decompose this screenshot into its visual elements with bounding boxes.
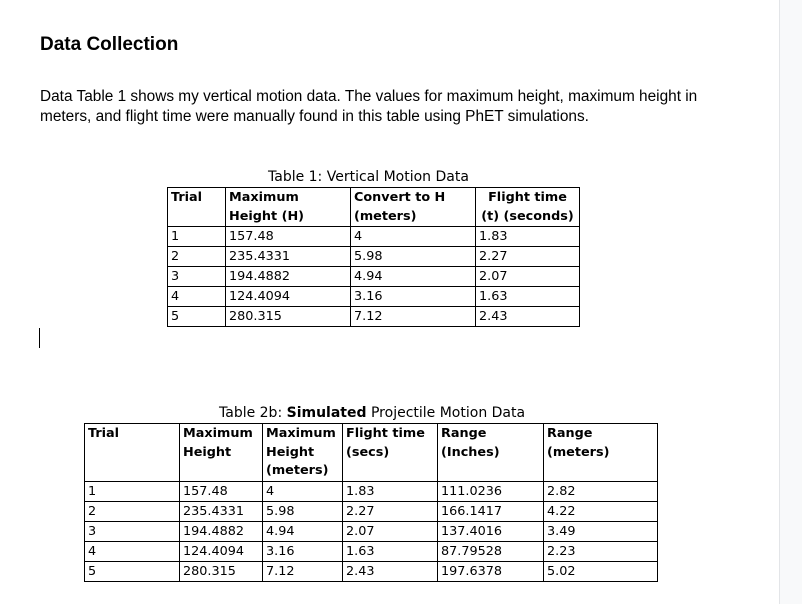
table-header-cell: Trial — [85, 424, 180, 482]
editor-margin — [779, 0, 802, 604]
table2-caption — [219, 405, 525, 421]
table-cell: 2.43 — [476, 307, 580, 327]
table-cell: 5.98 — [351, 247, 476, 267]
table-cell: 1 — [168, 227, 226, 247]
text-cursor — [39, 328, 40, 348]
table-row — [168, 267, 580, 287]
table-header-cell: Flight time (t) (seconds) — [476, 188, 580, 227]
table-header-row — [85, 424, 658, 482]
table-cell: 1.83 — [476, 227, 580, 247]
table-cell: 3.16 — [351, 287, 476, 307]
table-cell: 2.27 — [343, 501, 438, 521]
table-cell: 5 — [168, 307, 226, 327]
table-row — [85, 501, 658, 521]
table-cell: 5.98 — [263, 501, 343, 521]
vertical-motion-table — [167, 187, 580, 327]
table-cell: 280.315 — [226, 307, 351, 327]
table-cell: 3 — [168, 267, 226, 287]
table-cell: 124.4094 — [180, 541, 263, 561]
table-cell: 3.16 — [263, 541, 343, 561]
intro-paragraph: Data Table 1 shows my vertical motion data. The values for maximum height, maximum height in meters, and flight time were manually found in this table using PhET simulations. — [40, 88, 698, 125]
table-cell: 7.12 — [351, 307, 476, 327]
table-cell: 5 — [85, 561, 180, 581]
table-cell: 4 — [85, 541, 180, 561]
table-cell: 2.07 — [476, 267, 580, 287]
table-cell: 4.94 — [351, 267, 476, 287]
table-header-cell: Range (Inches) — [438, 424, 544, 482]
table-cell: 2.82 — [544, 481, 658, 501]
table-cell: 1 — [85, 481, 180, 501]
table-header-cell: Flight time (secs) — [343, 424, 438, 482]
table-cell: 7.12 — [263, 561, 343, 581]
table-row — [168, 287, 580, 307]
table-header-cell: Maximum Height — [180, 424, 263, 482]
caption-bold-text: Simulated — [286, 405, 367, 421]
table-cell: 87.79528 — [438, 541, 544, 561]
table-cell: 280.315 — [180, 561, 263, 581]
table-header-row — [168, 188, 580, 227]
table-cell: 197.6378 — [438, 561, 544, 581]
table-cell: 157.48 — [226, 227, 351, 247]
table-cell: 137.4016 — [438, 521, 544, 541]
table-cell: 3.49 — [544, 521, 658, 541]
table-cell: 2.27 — [476, 247, 580, 267]
table1-caption: Table 1: Vertical Motion Data — [268, 169, 469, 185]
table-cell: 1.63 — [343, 541, 438, 561]
table-cell: 1.63 — [476, 287, 580, 307]
table-cell: 166.1417 — [438, 501, 544, 521]
table-cell: 2 — [85, 501, 180, 521]
table-row — [85, 521, 658, 541]
caption-text: Projectile Motion Data — [366, 405, 526, 421]
table-cell: 3 — [85, 521, 180, 541]
table-cell: 4 — [263, 481, 343, 501]
section-heading: Data Collection — [40, 34, 179, 55]
table-header-cell: Trial — [168, 188, 226, 227]
table-header-cell: Maximum Height (H) — [226, 188, 351, 227]
caption-text: Table 2b: — [219, 405, 287, 421]
table-cell: 235.4331 — [180, 501, 263, 521]
table-cell: 4.94 — [263, 521, 343, 541]
table-cell: 194.4882 — [226, 267, 351, 287]
table-header-cell: Range (meters) — [544, 424, 658, 482]
table-cell: 2.07 — [343, 521, 438, 541]
table-row — [85, 481, 658, 501]
table-cell: 194.4882 — [180, 521, 263, 541]
table-row — [85, 561, 658, 581]
table-header-cell: Convert to H (meters) — [351, 188, 476, 227]
table-cell: 124.4094 — [226, 287, 351, 307]
table-cell: 2 — [168, 247, 226, 267]
table-row — [168, 247, 580, 267]
table-cell: 4 — [351, 227, 476, 247]
table-cell: 2.43 — [343, 561, 438, 581]
table-row — [85, 541, 658, 561]
table-row — [168, 227, 580, 247]
table-cell: 5.02 — [544, 561, 658, 581]
table-cell: 4 — [168, 287, 226, 307]
table-cell: 2.23 — [544, 541, 658, 561]
table-row — [168, 307, 580, 327]
table-cell: 1.83 — [343, 481, 438, 501]
table-cell: 157.48 — [180, 481, 263, 501]
table-cell: 111.0236 — [438, 481, 544, 501]
projectile-motion-table — [84, 423, 658, 582]
table-cell: 4.22 — [544, 501, 658, 521]
table-cell: 235.4331 — [226, 247, 351, 267]
table-header-cell: Maximum Height (meters) — [263, 424, 343, 482]
